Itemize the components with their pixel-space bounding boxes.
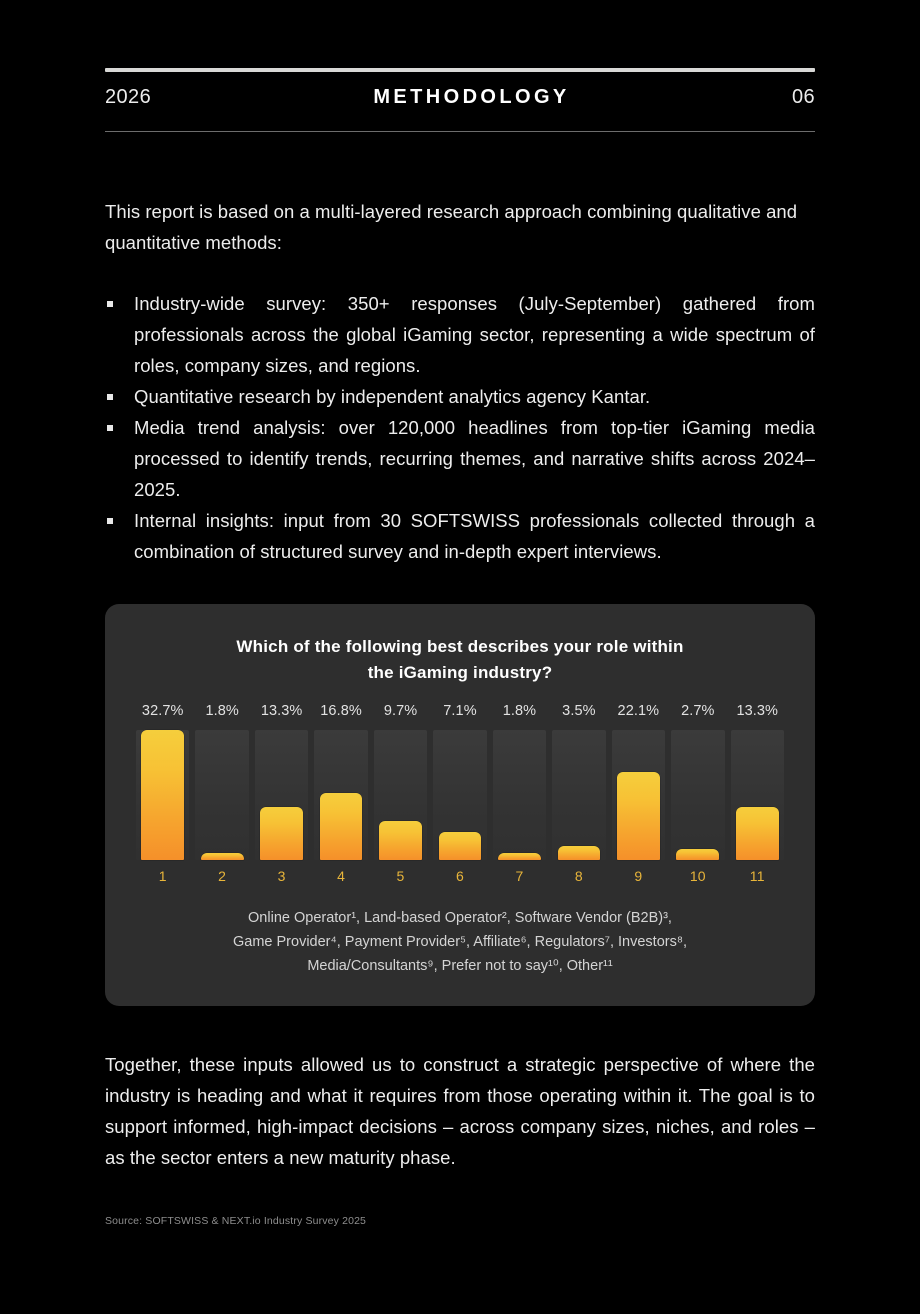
methodology-bullet-list: [105, 288, 815, 567]
chart-card: [105, 604, 815, 1006]
chart-legend-line-3: Media/Consultants⁹, Prefer not to say¹⁰, Other¹¹: [307, 958, 613, 974]
chart-bar: [201, 853, 244, 860]
list-item: [105, 412, 815, 505]
chart-bar-track: [731, 730, 784, 860]
chart-bar-track: [433, 730, 486, 860]
chart-x-axis: [133, 868, 787, 884]
header-divider: [105, 131, 815, 132]
chart-bar-column[interactable]: [192, 730, 251, 860]
chart-x-axis-label: 3: [277, 868, 286, 884]
chart-bar: [558, 846, 601, 860]
chart-bar-track: [671, 730, 724, 860]
page-number: 06: [791, 86, 815, 108]
chart-legend-line-2: Game Provider⁴, Payment Provider⁵, Affiliate⁶, Regulators⁷, Investors⁸,: [232, 934, 688, 950]
chart-legend-line-1: Online Operator¹, Land-based Operator², Software Vendor (B2B)³,: [248, 910, 672, 926]
list-item: [105, 288, 815, 381]
chart-bar-column[interactable]: [668, 730, 727, 860]
chart-value-label: 2.7%: [681, 703, 715, 719]
chart-bar: [439, 832, 482, 860]
chart-bar: [736, 807, 779, 860]
header-top-rule: [105, 68, 815, 72]
list-item-text: Quantitative research by independent analytics agency Kantar.: [134, 386, 651, 407]
chart-x-axis-label: 10: [689, 868, 706, 884]
chart-x-axis-label: 9: [634, 868, 643, 884]
chart-bar: [676, 849, 719, 860]
chart-bar: [379, 821, 422, 860]
chart-bar-track: [255, 730, 308, 860]
intro-paragraph: This report is based on a multi-layered research approach combining qualitative and quantitative methods:: [105, 201, 798, 253]
chart-bar-track: [195, 730, 248, 860]
closing-paragraph: Together, these inputs allowed us to construct a strategic perspective of where the industry is heading and what it requires from those operating within it. The goal is to support informed, high-impact decisions – across company sizes, niches, and roles – as the sector enters a new maturity phase.: [105, 1054, 815, 1168]
chart-x-axis-label: 7: [515, 868, 524, 884]
chart-bar: [260, 807, 303, 860]
chart-value-label: 7.1%: [443, 703, 477, 719]
chart-x-axis-label: 4: [337, 868, 346, 884]
bullet-square-icon: [107, 425, 113, 431]
chart-value-label: 1.8%: [205, 703, 239, 719]
bullet-square-icon: [107, 301, 113, 307]
chart-bar-track: [493, 730, 546, 860]
header-year: 2026: [105, 86, 152, 108]
bullet-square-icon: [107, 394, 113, 400]
chart-plot-area: [133, 703, 787, 884]
chart-bar-track: [374, 730, 427, 860]
chart-title-line-1: Which of the following best describes your role within: [236, 637, 684, 656]
chart-x-axis-label: 5: [396, 868, 405, 884]
source-note: Source: SOFTSWISS & NEXT.io Industry Survey 2025: [105, 1215, 367, 1227]
chart-bar-track: [136, 730, 189, 860]
chart-bar-column[interactable]: [252, 730, 311, 860]
chart-title-line-2: the iGaming industry?: [367, 663, 553, 682]
chart-title: [133, 634, 787, 686]
chart-value-label: 1.8%: [502, 703, 537, 719]
chart-bar: [141, 730, 184, 860]
chart-bar-track: [552, 730, 605, 860]
chart-bar-column[interactable]: [371, 730, 430, 860]
chart-bar-track: [612, 730, 665, 860]
chart-bar: [320, 793, 363, 860]
chart-bar-column[interactable]: [609, 730, 668, 860]
chart-value-label: 32.7%: [141, 703, 184, 719]
chart-value-label: 16.8%: [320, 703, 362, 719]
chart-x-axis-label: 11: [749, 868, 765, 884]
list-item: [105, 381, 815, 412]
chart-bar-column[interactable]: [728, 730, 787, 860]
page-title: METHODOLOGY: [373, 86, 570, 108]
chart-value-label: 22.1%: [617, 703, 660, 719]
list-item-text: Media trend analysis: over 120,000 headlines from top-tier iGaming media processed to identify trends, recurring themes, and narrative shifts across 2024–2025.: [134, 417, 815, 500]
chart-bars: [133, 730, 787, 860]
chart-value-label: 13.3%: [260, 703, 303, 719]
chart-x-axis-label: 2: [218, 868, 227, 884]
chart-value-label: 9.7%: [383, 703, 418, 719]
page-header: [105, 86, 815, 116]
bullet-square-icon: [107, 518, 113, 524]
chart-x-axis-label: 8: [574, 868, 583, 884]
chart-bar: [617, 772, 660, 860]
chart-value-label: 3.5%: [562, 703, 596, 719]
chart-bar-track: [314, 730, 367, 860]
chart-bar-column[interactable]: [311, 730, 370, 860]
chart-legend: [133, 906, 787, 978]
chart-value-label: 13.3%: [736, 703, 779, 719]
list-item: [105, 505, 815, 567]
chart-bar-column[interactable]: [133, 730, 192, 860]
chart-bar: [498, 853, 541, 860]
page-content: [105, 0, 815, 1227]
chart-x-axis-label: 6: [455, 868, 464, 884]
list-item-text: Industry-wide survey: 350+ responses (July-September) gathered from professionals across the global iGaming sector, representing a wide spectrum of roles, company sizes, and regions.: [134, 293, 815, 376]
list-item-text: Internal insights: input from 30 SOFTSWISS professionals collected through a combination of structured survey and in-depth expert interviews.: [134, 510, 815, 562]
chart-x-axis-label: 1: [158, 868, 167, 884]
chart-bar-column[interactable]: [430, 730, 489, 860]
chart-value-labels: [133, 703, 787, 719]
chart-bar-column[interactable]: [549, 730, 608, 860]
chart-bar-column[interactable]: [490, 730, 549, 860]
